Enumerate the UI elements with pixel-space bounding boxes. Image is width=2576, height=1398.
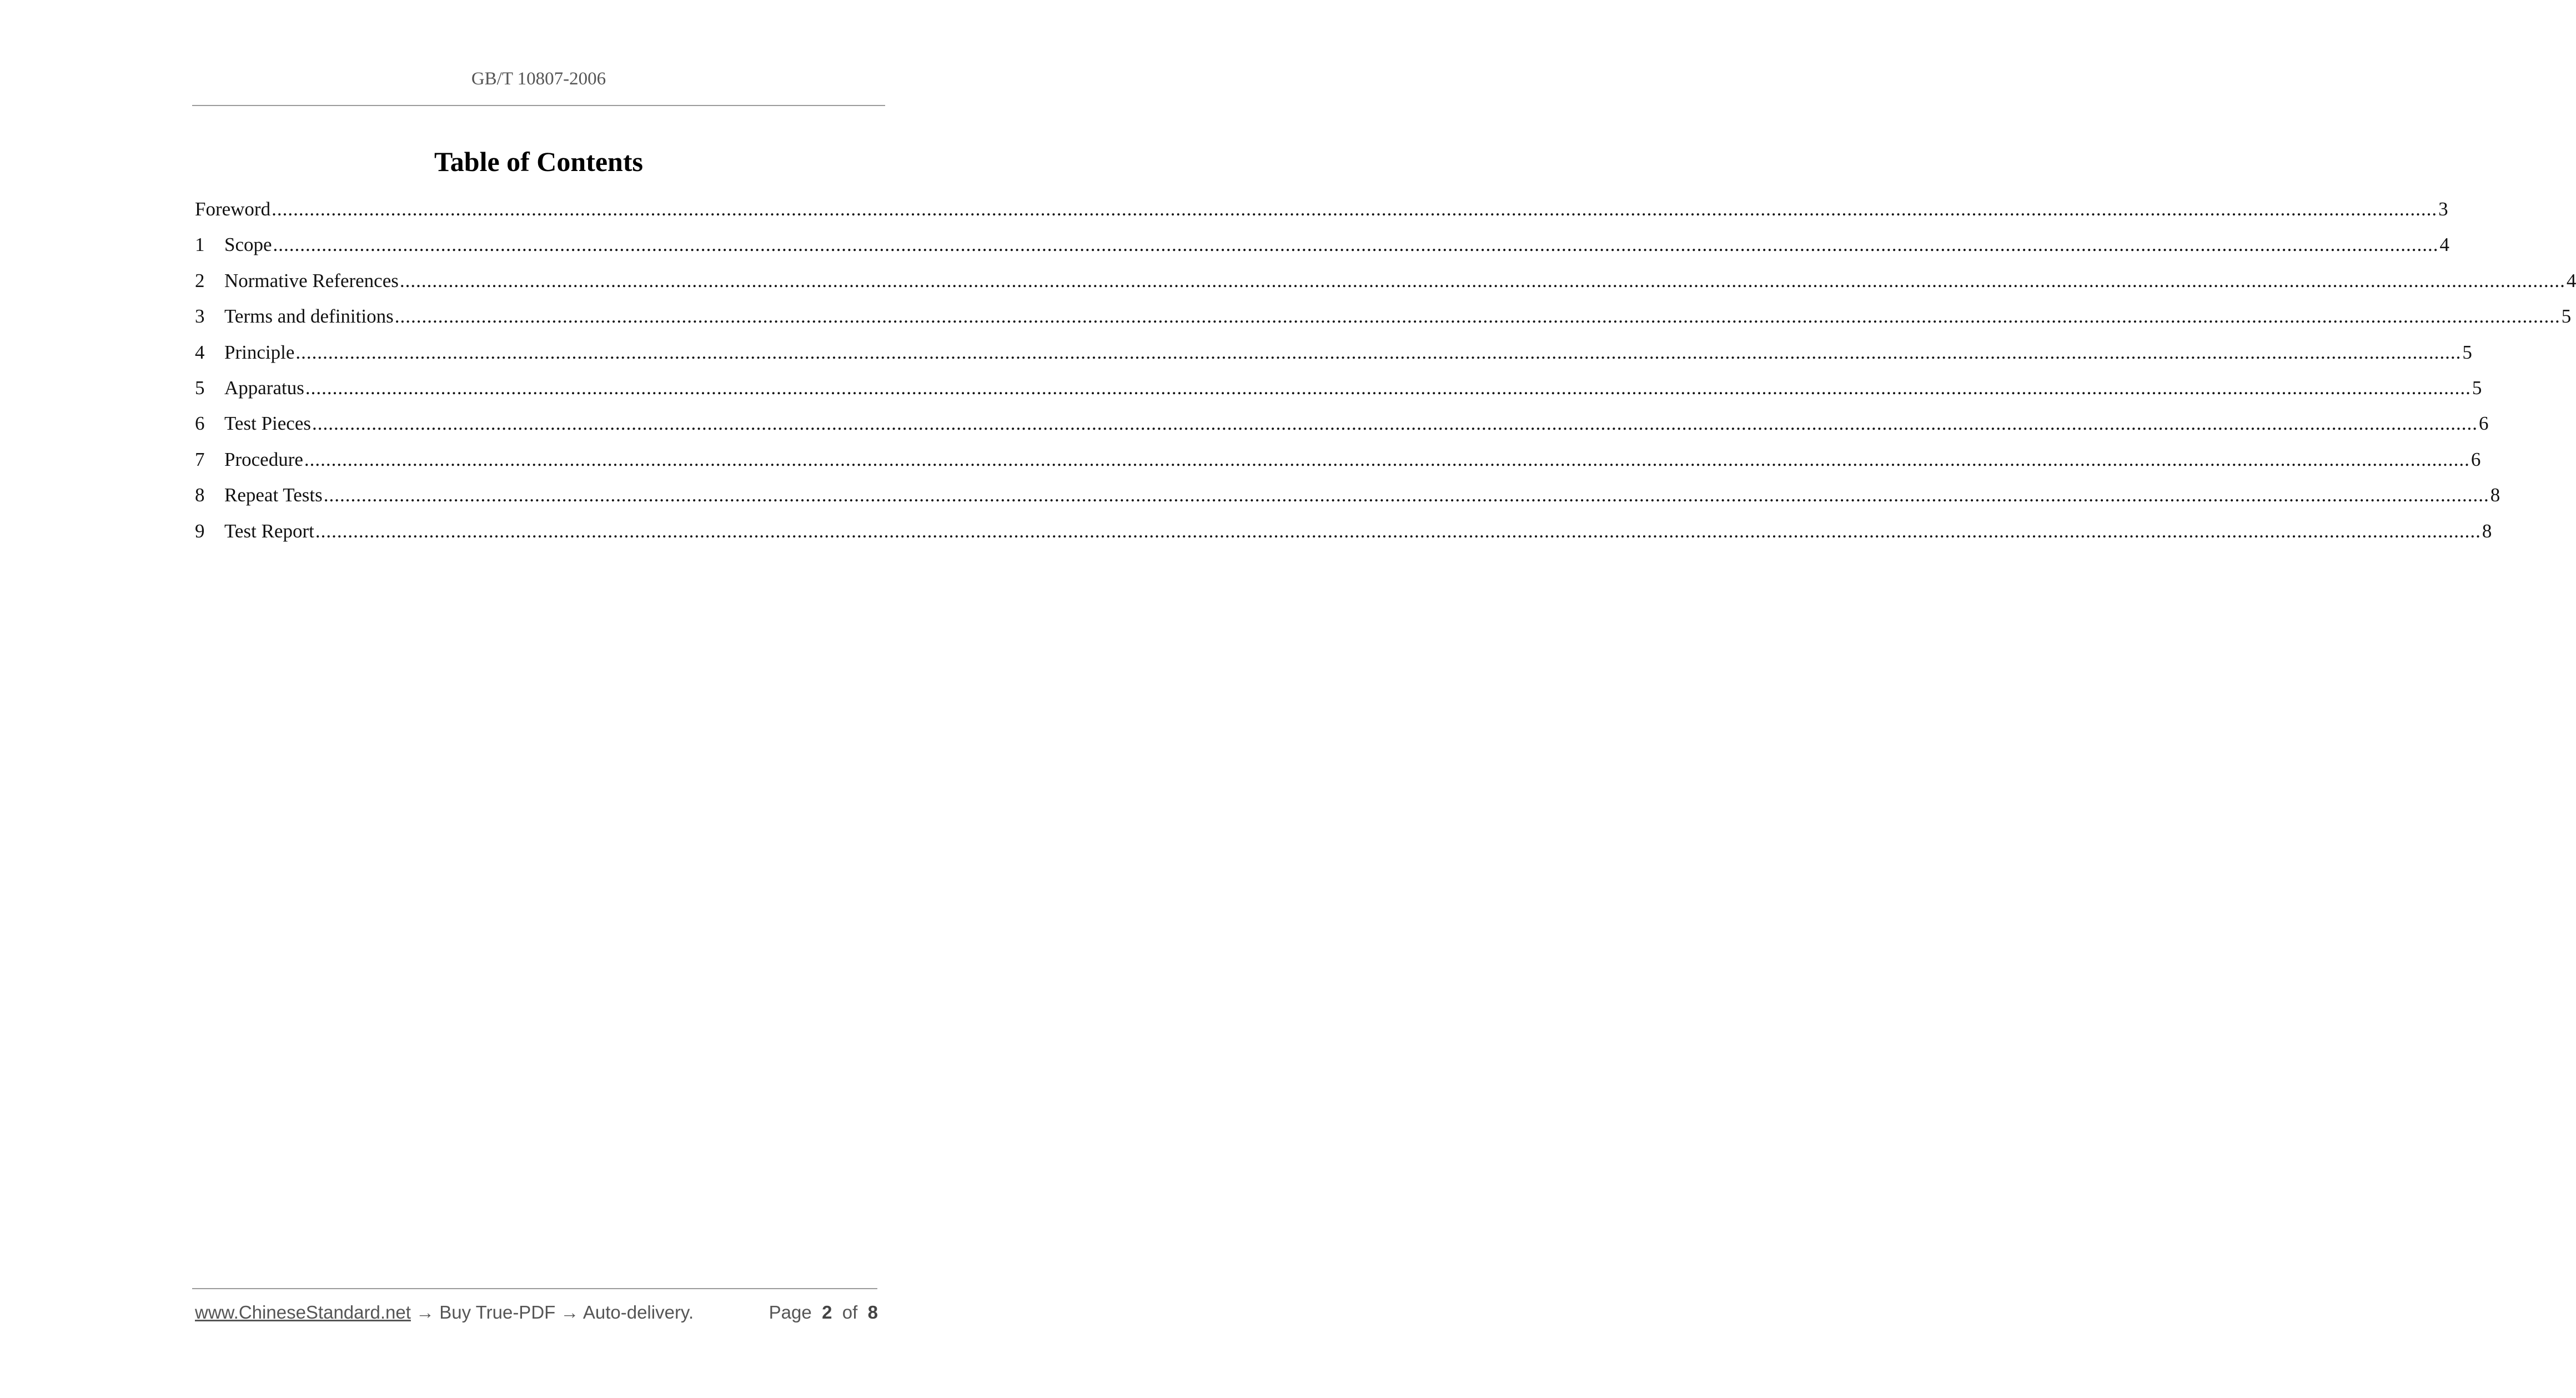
toc-entry-number: 5	[195, 376, 205, 399]
toc-entry-page: 3	[2438, 198, 2448, 220]
toc-entry-label: Repeat Tests	[224, 484, 323, 506]
toc-entry-page: 4	[2439, 234, 2450, 256]
page-current: 2	[822, 1302, 832, 1322]
toc-leader-dots: ................................................................................................................................................................................................................................................................................................................................................................................................................	[315, 520, 2481, 542]
toc-entry-foreword[interactable]	[195, 197, 2448, 233]
toc-entry-page: 8	[2490, 484, 2500, 506]
toc-entry-number: 9	[195, 520, 205, 542]
toc-entry-procedure[interactable]	[195, 447, 2481, 483]
toc-entry-page: 5	[2462, 341, 2472, 363]
toc-entry-test-report[interactable]	[195, 519, 2492, 555]
toc-entry-label: Apparatus	[224, 376, 304, 399]
page-indicator	[769, 1302, 878, 1323]
toc-entry-label: Test Report	[224, 520, 314, 542]
arrow-right-icon: →	[560, 1302, 579, 1322]
toc-leader-dots: ................................................................................................................................................................................................................................................................................................................................................................................................................	[323, 484, 2489, 506]
website-link[interactable]: www.ChineseStandard.net	[195, 1302, 411, 1322]
toc-entry-label: Procedure	[224, 448, 303, 470]
toc-entry-number: 8	[195, 484, 205, 506]
footer-promo	[195, 1302, 694, 1323]
toc-entry-test-pieces[interactable]	[195, 411, 2489, 447]
toc-title: Table of Contents	[434, 146, 643, 177]
toc-entry-label: Normative References	[224, 269, 399, 291]
toc-entry-label: Test Pieces	[224, 413, 311, 435]
toc-entry-number: 3	[195, 305, 205, 328]
toc-entry-number: 6	[195, 413, 205, 435]
buy-text: Buy True-PDF	[439, 1302, 556, 1322]
toc-leader-dots: ................................................................................................................................................................................................................................................................................................................................................................................................................	[312, 413, 2478, 435]
toc-leader-dots: ................................................................................................................................................................................................................................................................................................................................................................................................................	[295, 341, 2462, 363]
toc-entry-label: Terms and definitions	[224, 305, 394, 328]
toc-entry-page: 5	[2561, 305, 2572, 328]
arrow-right-icon: →	[416, 1302, 435, 1322]
footer-divider	[192, 1288, 877, 1289]
toc-leader-dots: ................................................................................................................................................................................................................................................................................................................................................................................................................	[305, 376, 2471, 399]
toc-entry-scope[interactable]	[195, 233, 2450, 268]
toc-entry-repeat-tests[interactable]	[195, 483, 2500, 519]
toc-entry-number: 2	[195, 269, 205, 291]
toc-leader-dots: ................................................................................................................................................................................................................................................................................................................................................................................................................	[399, 269, 2565, 291]
toc-entry-label: Scope	[224, 234, 272, 256]
toc-leader-dots: ................................................................................................................................................................................................................................................................................................................................................................................................................	[304, 448, 2470, 470]
toc-leader-dots: ................................................................................................................................................................................................................................................................................................................................................................................................................	[394, 305, 2560, 328]
toc-entry-number: 1	[195, 234, 205, 256]
page-total: 8	[867, 1302, 878, 1322]
toc-entry-page: 6	[2470, 448, 2481, 470]
toc-entry-page: 4	[2566, 269, 2576, 291]
toc-entry-page: 5	[2472, 376, 2482, 399]
header-divider	[192, 105, 885, 106]
toc-leader-dots: ................................................................................................................................................................................................................................................................................................................................................................................................................	[273, 234, 2439, 256]
toc-entry-principle[interactable]	[195, 340, 2472, 376]
toc-entry-page: 8	[2482, 520, 2492, 542]
page-footer	[195, 1302, 878, 1327]
toc-entry-number: 7	[195, 448, 205, 470]
delivery-text: Auto-delivery.	[583, 1302, 694, 1322]
toc-entry-normative-references[interactable]	[195, 269, 2576, 304]
toc-entry-terms-and-definitions[interactable]	[195, 304, 2572, 340]
page-label: Page	[769, 1302, 812, 1322]
toc-leader-dots: ................................................................................................................................................................................................................................................................................................................................................................................................................	[272, 198, 2438, 220]
toc-entry-number: 4	[195, 341, 205, 363]
toc-entry-apparatus[interactable]	[195, 376, 2482, 411]
toc-entry-page: 6	[2478, 413, 2489, 435]
page-header: GB/T 10807-2006	[471, 69, 606, 89]
toc-entry-label: Foreword	[195, 198, 271, 220]
page-of: of	[842, 1302, 858, 1322]
toc-entry-label: Principle	[224, 341, 295, 363]
table-of-contents	[195, 197, 2576, 555]
